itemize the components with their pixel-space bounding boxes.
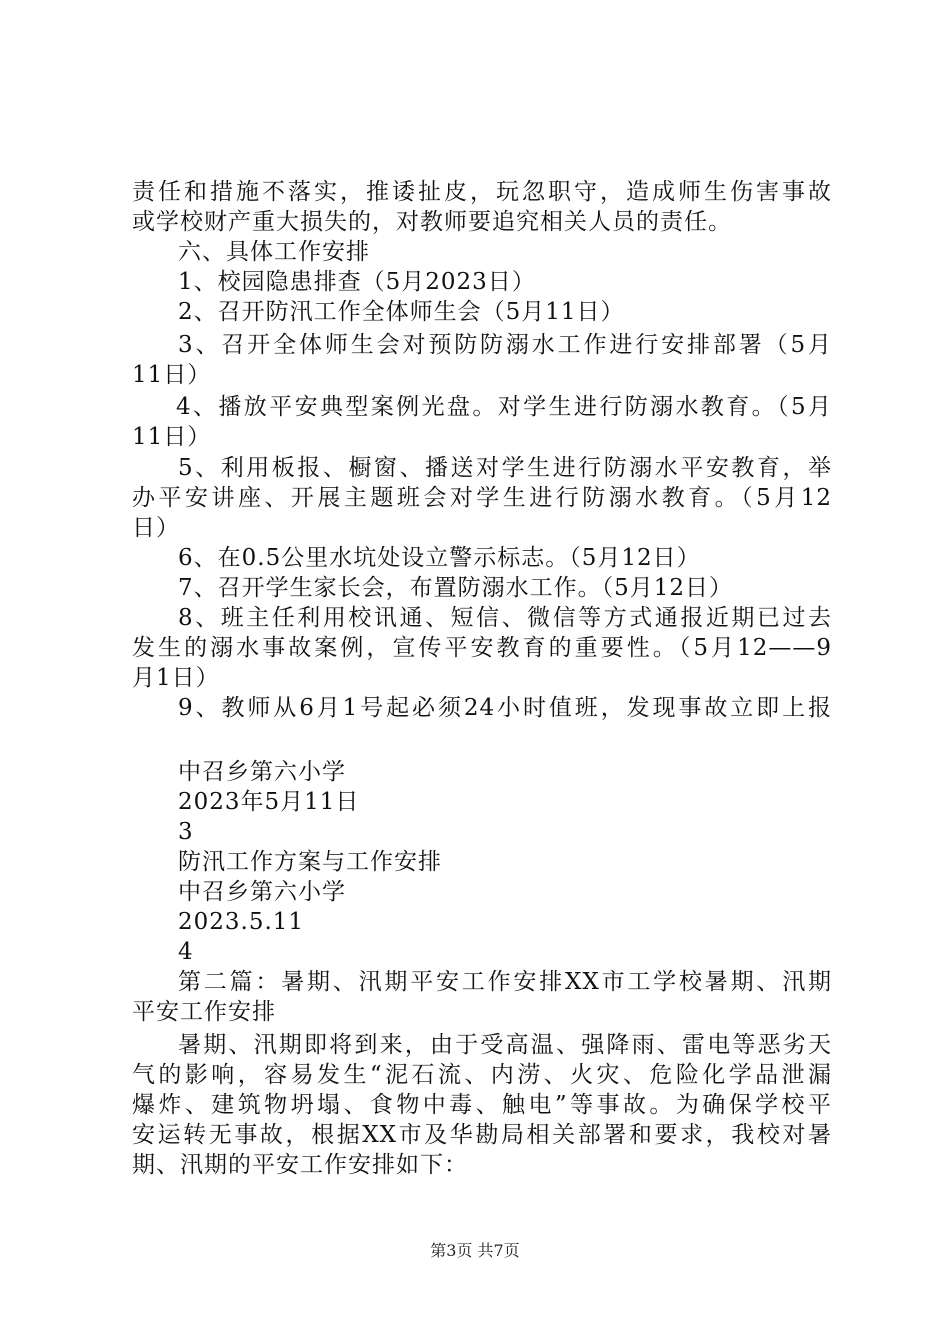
list-item-5-cont: 办平安讲座、开展主题班会对学生进行防溺水教育。（5月12 (132, 485, 832, 511)
text-line-1: 责任和措施不落实，推诿扯皮，玩忽职守，造成师生伤害事故 (132, 179, 832, 205)
section-heading: 六、具体工作安排 (178, 239, 370, 265)
chapter-heading-cont: 平安工作安排 (132, 999, 276, 1025)
list-item-8-end: 月1日） (132, 665, 220, 691)
list-item-8-cont: 发生的溺水事故案例，宣传平安教育的重要性。（5月12——9 (132, 635, 832, 661)
page-footer: 第3页 共7页 (430, 1241, 520, 1260)
list-item-3: 3、召开全体师生会对预防防溺水工作进行安排部署（5月 (178, 332, 832, 358)
list-item-7: 7、召开学生家长会，布置防溺水工作。（5月12日） (178, 575, 734, 601)
list-item-3-cont: 11日） (132, 362, 212, 388)
list-item-4: 4、播放平安典型案例光盘。对学生进行防溺水教育。（5月 (176, 394, 832, 420)
list-item-9: 9、教师从6月1号起必须24小时值班，发现事故立即上报 (178, 695, 832, 721)
signature-school: 中召乡第六小学 (178, 759, 346, 785)
list-item-6: 6、在0.5公里水坑处设立警示标志。（5月12日） (178, 545, 701, 571)
page-marker-3: 3 (178, 819, 194, 845)
list-item-1: 1、校园隐患排查（5月2023日） (178, 269, 536, 295)
para-line-3: 爆炸、建筑物坍塌、食物中毒、触电”等事故。为确保学校平 (132, 1092, 832, 1118)
title-date: 2023.5.11 (178, 909, 305, 935)
list-item-2: 2、召开防汛工作全体师生会（5月11日） (178, 299, 625, 325)
list-item-4-cont: 11日） (132, 424, 212, 450)
para-line-5: 期、汛期的平安工作安排如下： (132, 1152, 468, 1178)
page-marker-4: 4 (178, 939, 194, 965)
doc-title: 防汛工作方案与工作安排 (178, 849, 442, 875)
para-line-4: 安运转无事故，根据XX市及华勘局相关部署和要求，我校对暑 (132, 1122, 832, 1148)
text-line-2: 或学校财产重大损失的，对教师要追究相关人员的责任。 (132, 209, 732, 235)
list-item-5-end: 日） (132, 515, 180, 541)
para-line-1: 暑期、汛期即将到来，由于受高温、强降雨、雷电等恶劣天 (178, 1032, 832, 1058)
list-item-5: 5、利用板报、橱窗、播送对学生进行防溺水平安教育，举 (178, 455, 832, 481)
para-line-2: 气的影响，容易发生“泥石流、内涝、火灾、危险化学品泄漏 (132, 1062, 832, 1088)
signature-date: 2023年5月11日 (178, 789, 360, 815)
chapter-heading: 第二篇：暑期、汛期平安工作安排XX市工学校暑期、汛期 (178, 969, 832, 995)
title-school: 中召乡第六小学 (178, 879, 346, 905)
list-item-8: 8、班主任利用校讯通、短信、微信等方式通报近期已过去 (178, 605, 832, 631)
